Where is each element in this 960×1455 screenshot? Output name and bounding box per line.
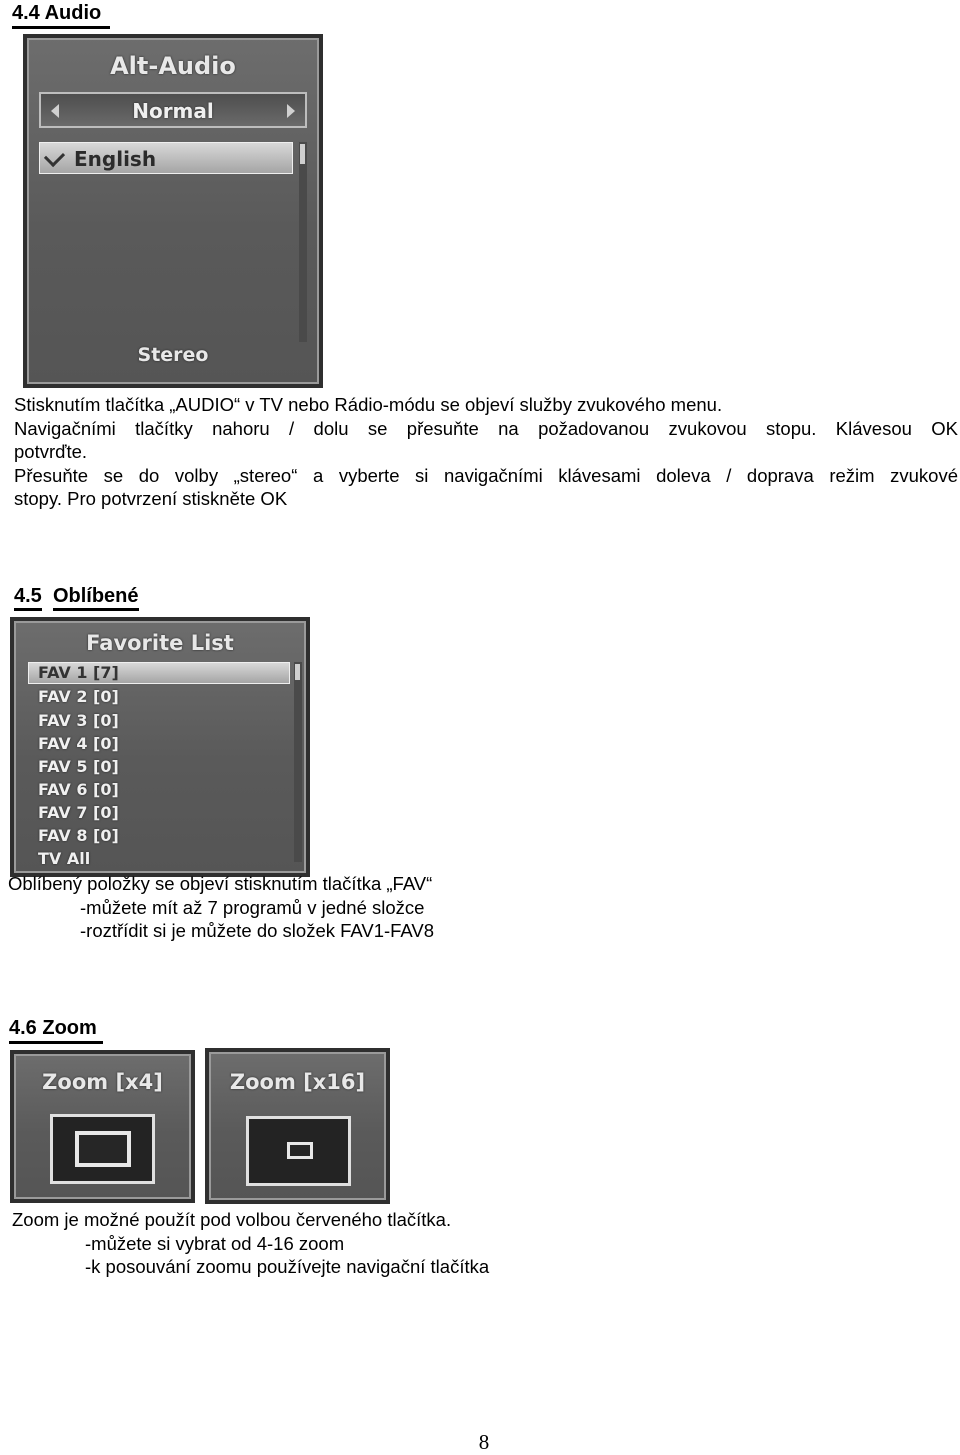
paragraph-line: Navigačními tlačítky nahoru / dolu se přesuňte na požadovanou zvukovou stopu. Klávesou OK [14, 417, 958, 439]
section-heading-zoom: 4.6 Zoom [9, 1016, 103, 1044]
scrollbar[interactable] [294, 662, 302, 862]
fav-item[interactable]: FAV 2 [0] [38, 687, 119, 706]
fav-item[interactable]: FAV 1 [7] [38, 663, 119, 682]
osd-title: Zoom [x4] [42, 1070, 163, 1094]
paragraph-line: -můžete mít až 7 programů v jedné složce [80, 896, 425, 918]
audio-track-label: English [74, 147, 157, 171]
paragraph-line: Oblíbený položky se objeví stisknutím tlačítka „FAV“ [8, 873, 433, 894]
paragraph-line: Stisknutím tlačítka „AUDIO“ v TV nebo Rádio-módu se objeví služby zvukového menu. [14, 394, 723, 415]
paragraph-line: -můžete si vybrat od 4-16 zoom [85, 1232, 345, 1254]
fav-item[interactable]: FAV 5 [0] [38, 757, 119, 776]
audio-description [14, 393, 958, 511]
check-icon [44, 146, 65, 167]
section-title: Oblíbené [53, 585, 139, 611]
section-heading-audio: 4.4 Audio [12, 1, 110, 29]
paragraph-line: -k posouvání zoomu používejte navigační tlačítka [85, 1256, 490, 1277]
zoom-area-indicator[interactable] [75, 1131, 131, 1167]
zoom-x4-screenshot [10, 1050, 195, 1203]
zoom-frame [246, 1116, 351, 1186]
paragraph-line: Zoom je možné použít pod volbou červeného tlačítka. [12, 1209, 452, 1230]
audio-mode-value: Normal [132, 99, 214, 123]
scrollbar-thumb[interactable] [300, 144, 305, 164]
fav-item[interactable]: TV All [38, 849, 91, 868]
osd-title: Zoom [x16] [229, 1070, 366, 1094]
zoom-area-indicator[interactable] [287, 1142, 313, 1159]
paragraph-line: Přesuňte se do volby „stereo“ a vyberte si navigačními klávesami doleva / doprava režim zvukové [14, 464, 958, 486]
zoom-description [12, 1208, 712, 1279]
arrow-right-icon [287, 104, 295, 118]
page-number: 8 [478, 1430, 490, 1454]
paragraph-line: -roztřídit si je můžete do složek FAV1-FAV8 [80, 920, 435, 941]
fav-item[interactable]: FAV 4 [0] [38, 734, 119, 753]
section-number: 4.5 [14, 585, 42, 611]
fav-item[interactable]: FAV 3 [0] [38, 711, 119, 730]
fav-item[interactable]: FAV 7 [0] [38, 803, 119, 822]
osd-title: Favorite List [86, 631, 234, 655]
stereo-label[interactable]: Stereo [137, 344, 209, 366]
favorites-description [8, 872, 708, 943]
favorite-list-screenshot [10, 617, 310, 877]
zoom-x16-screenshot [205, 1048, 390, 1204]
alt-audio-screenshot [23, 34, 323, 388]
section-heading-favorites [14, 584, 139, 608]
paragraph-line: potvrďte. [14, 441, 88, 462]
scrollbar[interactable] [299, 142, 307, 342]
paragraph-line: stopy. Pro potvrzení stiskněte OK [14, 488, 288, 509]
fav-item[interactable]: FAV 6 [0] [38, 780, 119, 799]
audio-track-item[interactable] [39, 142, 293, 174]
fav-item[interactable]: FAV 8 [0] [38, 826, 119, 845]
zoom-frame [50, 1114, 155, 1184]
scrollbar-thumb[interactable] [295, 664, 300, 680]
osd-title: Alt-Audio [110, 52, 236, 80]
audio-mode-selector[interactable] [39, 92, 307, 128]
